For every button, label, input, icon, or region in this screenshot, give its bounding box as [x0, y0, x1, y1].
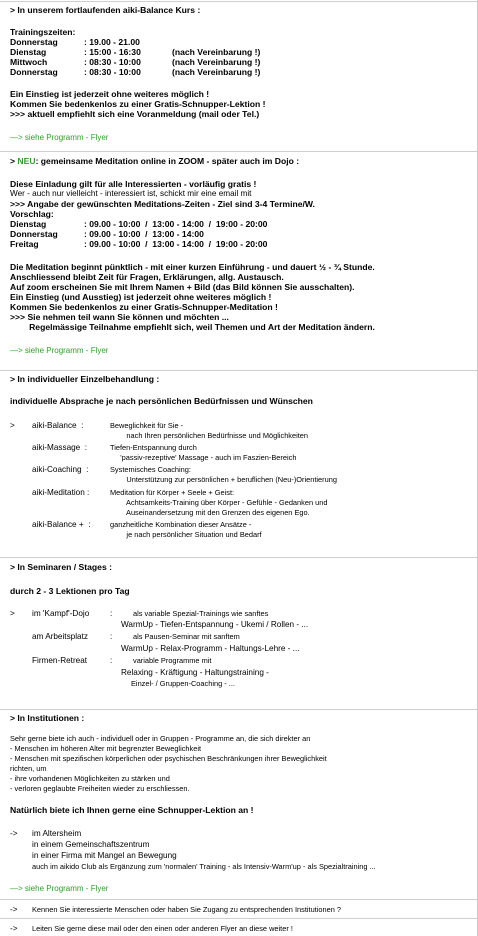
- list-marker: ->: [10, 829, 18, 838]
- institution-place: im Altersheim: [32, 829, 82, 838]
- info-line: Kommen Sie bedenkenlos zu einer Gratis-Schnupper-Meditation !: [10, 302, 278, 312]
- seminar-name: am Arbeitsplatz: [32, 632, 88, 641]
- schedule-time: : 15:00 - 16:30: [84, 47, 141, 57]
- seminar-name: im 'Kampf'-Dojo: [32, 609, 90, 618]
- schedule-day: Dienstag: [10, 47, 47, 57]
- heading-text: : gemeinsame Meditation online in ZOOM - später auch im Dojo :: [35, 156, 300, 166]
- list-marker: ->: [10, 905, 18, 914]
- institution-place: in einem Gemeinschaftszentrum: [32, 840, 150, 849]
- divider: [0, 1, 478, 2]
- schedule-time: : 09.00 - 10:00 / 13:00 - 14:00 / 19:00 - 20:00: [84, 239, 268, 249]
- forward-text: Leiten Sie gerne diese mail oder den einen oder anderen Flyer an diese weiter !: [32, 924, 293, 933]
- schedule-day: Mittwoch: [10, 57, 48, 67]
- schedule-day: Donnerstag: [10, 37, 58, 47]
- schedule-note: (nach Vereinbarung !): [172, 67, 261, 77]
- info-line: Die Meditation beginnt pünktlich - mit einer kurzen Einführung - und dauert ½ - ¾ Stunde.: [10, 262, 375, 272]
- section-heading-meditation: [10, 156, 299, 166]
- schedule-day: Freitag: [10, 239, 39, 249]
- separator: :: [110, 656, 113, 665]
- service-name: aiki-Meditation :: [32, 488, 90, 497]
- service-desc: Tiefen-Entspannung durch: [110, 443, 197, 452]
- seminar-desc: WarmUp - Relax-Programm - Haltungs-Lehre - ...: [121, 644, 300, 653]
- service-desc: nach Ihren persönlichen Bedürfnisse und Möglichkeiten: [110, 431, 309, 440]
- info-line: Regelmässige Teilnahme empfiehlt sich, weil Themen und Art der Meditation ändern.: [10, 322, 375, 332]
- institution-text: - Menschen im höheren Alter mit begrenzter Beweglichkeit: [10, 744, 202, 753]
- divider: [0, 918, 478, 919]
- schedule-time: : 08:30 - 10:00: [84, 67, 141, 77]
- service-name: aiki-Coaching :: [32, 465, 89, 474]
- institution-text: richten, um: [10, 764, 47, 773]
- section-heading-seminars: > In Seminaren / Stages :: [10, 562, 112, 572]
- trial-offer: Natürlich biete ich Ihnen gerne eine Schnupper-Lektion an !: [10, 805, 254, 815]
- section-heading-institutions: > In Institutionen :: [10, 713, 85, 723]
- info-line: >>> Sie nehmen teil wann Sie können und möchten ...: [10, 312, 229, 322]
- service-desc: Achtsamkeits-Training über Körper - Gefühle - Gedanken und: [110, 498, 328, 507]
- service-desc: Meditation für Körper + Seele + Geist:: [110, 488, 235, 497]
- institution-text: - ihre vorhandenen Möglichkeiten zu stärken und: [10, 774, 170, 783]
- divider: [0, 899, 478, 900]
- section-heading-individual: > In individueller Einzelbehandlung :: [10, 374, 160, 384]
- program-flyer-link[interactable]: —> siehe Programm - Flyer: [10, 884, 109, 893]
- seminar-desc: variable Programme mit: [133, 656, 212, 665]
- section-heading-course: > In unserem fortlaufenden aiki-Balance Kurs :: [10, 5, 201, 15]
- seminar-desc: Einzel- / Gruppen-Coaching - ...: [131, 679, 235, 688]
- invite-line: >>> Angabe der gewünschten Meditations-Zeiten - Ziel sind 3-4 Termine/W.: [10, 199, 315, 209]
- divider: [0, 709, 478, 710]
- program-flyer-link[interactable]: —> siehe Programm - Flyer: [10, 133, 109, 142]
- invite-line: Diese Einladung gilt für alle Interessierten - vorläufig gratis !: [10, 179, 257, 189]
- seminar-name: Firmen-Retreat: [32, 656, 88, 665]
- info-line: Auf zoom erscheinen Sie mit Ihrem Namen + Bild (das Bild können Sie ausschalten).: [10, 282, 355, 292]
- divider: [0, 370, 478, 371]
- separator: :: [110, 632, 113, 641]
- invite-line: Wer - auch nur vielleicht - interessiert ist, schickt mir eine email mit: [10, 189, 252, 198]
- service-desc: 'passiv-rezeptive' Massage - auch im Faszien-Bereich: [110, 453, 297, 462]
- service-name: aiki-Massage :: [32, 443, 88, 452]
- new-badge: NEU: [17, 156, 36, 166]
- schedule-time: : 19.00 - 21.00: [84, 37, 140, 47]
- institution-place: in einer Firma mit Mangel an Bewegung: [32, 851, 177, 860]
- seminar-desc: WarmUp - Tiefen-Entspannung - Ukemi / Rollen - ...: [121, 620, 309, 629]
- list-marker: >: [10, 421, 15, 430]
- schedule-time: : 09.00 - 10:00 / 13:00 - 14:00 / 19:00 - 20:00: [84, 219, 268, 229]
- service-desc: ganzheitliche Kombination dieser Ansätze -: [110, 520, 252, 529]
- program-flyer-link[interactable]: —> siehe Programm - Flyer: [10, 346, 109, 355]
- list-marker: ->: [10, 924, 18, 933]
- service-desc: je nach persönlicher Situation und Bedarf: [110, 530, 262, 539]
- seminar-desc: als variable Spezial-Trainings wie sanftes: [133, 609, 269, 618]
- training-times-label: Trainingszeiten:: [10, 27, 76, 37]
- divider: [0, 151, 478, 152]
- separator: :: [110, 609, 113, 618]
- info-line: Ein Einstieg ist jederzeit ohne weiteres möglich !: [10, 89, 210, 99]
- service-desc: Unterstützung zur persönlichen + beruflichen (Neu-)Orientierung: [110, 475, 337, 484]
- info-line: Kommen Sie bedenkenlos zu einer Gratis-Schnupper-Lektion !: [10, 99, 266, 109]
- schedule-note: (nach Vereinbarung !): [172, 47, 261, 57]
- list-marker: >: [10, 609, 15, 618]
- divider: [0, 557, 478, 558]
- info-line: >>> aktuell empfiehlt sich eine Voranmeldung (mail oder Tel.): [10, 109, 260, 119]
- seminars-subheading: durch 2 - 3 Lektionen pro Tag: [10, 586, 130, 596]
- service-desc: Beweglichkeit für Sie -: [110, 421, 184, 430]
- question-text: Kennen Sie interessierte Menschen oder haben Sie Zugang zu entsprechenden Institutionen ?: [32, 905, 341, 914]
- schedule-note: (nach Vereinbarung !): [172, 57, 261, 67]
- schedule-day: Dienstag: [10, 219, 47, 229]
- service-desc: Systemisches Coaching:: [110, 465, 191, 474]
- service-desc: Auseinandersetzung mit den Grenzen des eigenen Ego.: [110, 508, 310, 517]
- institution-text: - verloren geglaubte Freiheiten wieder zu erschliessen.: [10, 784, 190, 793]
- info-line: Anschliessend bleibt Zeit für Fragen, Erklärungen, allg. Austausch.: [10, 272, 284, 282]
- schedule-day: Donnerstag: [10, 229, 58, 239]
- institution-text: Sehr gerne biete ich auch - individuell oder in Gruppen - Programme an, die sich direkter an: [10, 734, 311, 743]
- service-name: aiki-Balance + :: [32, 520, 91, 529]
- schedule-day: Donnerstag: [10, 67, 58, 77]
- info-line: Ein Einstieg (und Ausstieg) ist jederzeit ohne weiteres möglich !: [10, 292, 272, 302]
- schedule-time: : 08:30 - 10:00: [84, 57, 141, 67]
- schedule-time: : 09.00 - 10:00 / 13:00 - 14:00: [84, 229, 204, 239]
- individual-subheading: individuelle Absprache je nach persönlichen Bedürfnissen und Wünschen: [10, 396, 313, 406]
- proposal-label: Vorschlag:: [10, 209, 54, 219]
- institution-place: auch im aikido Club als Ergänzung zum 'normalen' Training - als Intensiv-Warm'up - als Spezialtraining ...: [32, 862, 376, 871]
- service-name: aiki-Balance :: [32, 421, 84, 430]
- seminar-desc: als Pausen-Seminar mit sanftem: [133, 632, 240, 641]
- seminar-desc: Relaxing - Kräftigung - Haltungstraining -: [121, 668, 269, 677]
- institution-text: - Menschen mit spezifischen körperlichen oder psychischen Beschränkungen ihrer Beweglichkeit: [10, 754, 327, 763]
- heading-prefix: >: [10, 156, 18, 166]
